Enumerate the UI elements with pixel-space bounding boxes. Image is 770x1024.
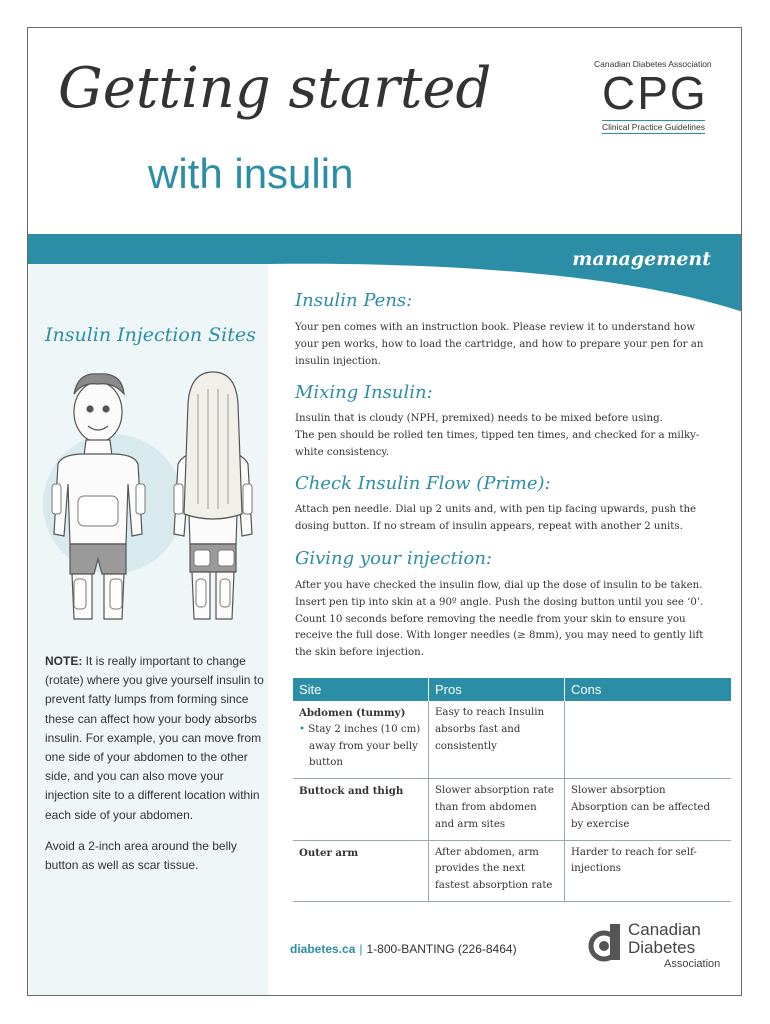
- logo-line-1: Canadian: [628, 920, 701, 939]
- table-row: [293, 840, 731, 901]
- table-cell-pros: Slower absorption rate than from abdomen and arm sites: [429, 779, 565, 840]
- table-cell-cons: Slower absorption Absorption can be affected by exercise: [565, 779, 732, 840]
- logo-line-3: Association: [664, 958, 721, 970]
- table-header-site: Site: [293, 678, 429, 701]
- table-row: [293, 701, 731, 779]
- table-cell-cons: [565, 701, 732, 779]
- footer-separator: |: [359, 942, 363, 956]
- mixing-insulin-text: [295, 411, 720, 461]
- site-bullet: [299, 722, 422, 772]
- cda-logo-text: [628, 921, 720, 971]
- rotation-note: [45, 652, 267, 825]
- body-figures-illustration: [38, 364, 260, 626]
- mixing-line-1: Insulin that is cloudy (NPH, premixed) needs to be mixed before using.: [295, 413, 663, 424]
- insulin-pens-text: Your pen comes with an instruction book. Please review it to understand how your pen works, how to load the cartridge, and how to prepare your pen for an insulin injection.: [295, 322, 704, 367]
- cpg-logo-text: CPG: [602, 67, 708, 119]
- footer-contact: [290, 942, 517, 956]
- table-header-pros: Pros: [429, 678, 565, 701]
- cpg-subtitle: Clinical Practice Guidelines: [602, 122, 705, 132]
- page-subtitle: with insulin: [148, 150, 354, 197]
- band-label: management: [572, 248, 711, 270]
- avoid-note: Avoid a 2-inch area around the belly button as well as scar tissue.: [45, 839, 237, 873]
- cda-logo-icon: [588, 922, 624, 962]
- logo-line-2: Diabetes: [628, 938, 696, 957]
- insulin-pens-heading: Insulin Pens:: [295, 290, 413, 311]
- giving-injection-text: After you have checked the insulin flow, dial up the dose of insulin to be taken. Insert pen tip into skin at a 90º angle. Push the dosing button until you see ‘0’. Count 10 seconds before removing the needle from your skin to ensure you receive the full dose. With longer needles (≥ 8mm), you may need to gently lift the skin before injection.: [295, 580, 704, 659]
- check-flow-text: Attach pen needle. Dial up 2 units and, with pen tip facing upwards, push the dosing button. If no stream of insulin appears, repeat with another 2 units.: [295, 504, 697, 532]
- site-bullet-text: Stay 2 inches (10 cm) away from your belly button: [308, 723, 421, 769]
- table-header-cons: Cons: [565, 678, 732, 701]
- back-figure-icon: [174, 372, 252, 619]
- check-flow-heading: Check Insulin Flow (Prime):: [295, 473, 551, 494]
- mixing-line-2: The pen should be rolled ten times, tipped ten times, and checked for a milky-white consistency.: [295, 429, 700, 458]
- cpg-organization: Canadian Diabetes Association: [594, 59, 712, 69]
- phone-number: 1-800-BANTING (226-8464): [366, 942, 517, 956]
- injection-sites-table: [293, 678, 731, 902]
- giving-injection-heading: Giving your injection:: [295, 548, 492, 569]
- table-cell-cons: Harder to reach for self-injections: [565, 840, 732, 901]
- injection-sites-title: Insulin Injection Sites: [45, 324, 256, 346]
- table-cell-site: [293, 701, 429, 779]
- site-name: Abdomen (tummy): [299, 707, 406, 719]
- document-page: [27, 27, 742, 996]
- table-cell-site: Buttock and thigh: [293, 779, 429, 840]
- table-cell-pros: Easy to reach Insulin absorbs fast and consistently: [429, 701, 565, 779]
- page-title: Getting started: [58, 56, 492, 121]
- website-link[interactable]: diabetes.ca: [290, 942, 356, 956]
- table-row: [293, 779, 731, 840]
- bullet-icon: •: [299, 723, 309, 735]
- table-cell-site: Outer arm: [293, 840, 429, 901]
- table-cell-pros: After abdomen, arm provides the next fastest absorption rate: [429, 840, 565, 901]
- mixing-insulin-heading: Mixing Insulin:: [295, 382, 433, 403]
- note-label: NOTE:: [45, 654, 83, 668]
- note-text: It is really important to change (rotate) where you give yourself insulin to prevent fatty lumps from forming since these can affect how your body absorbs insulin. For example, you can move from one side of your abdomen to the other side, and you can also move your injection site to a different location within each side of your abdomen.: [45, 654, 264, 822]
